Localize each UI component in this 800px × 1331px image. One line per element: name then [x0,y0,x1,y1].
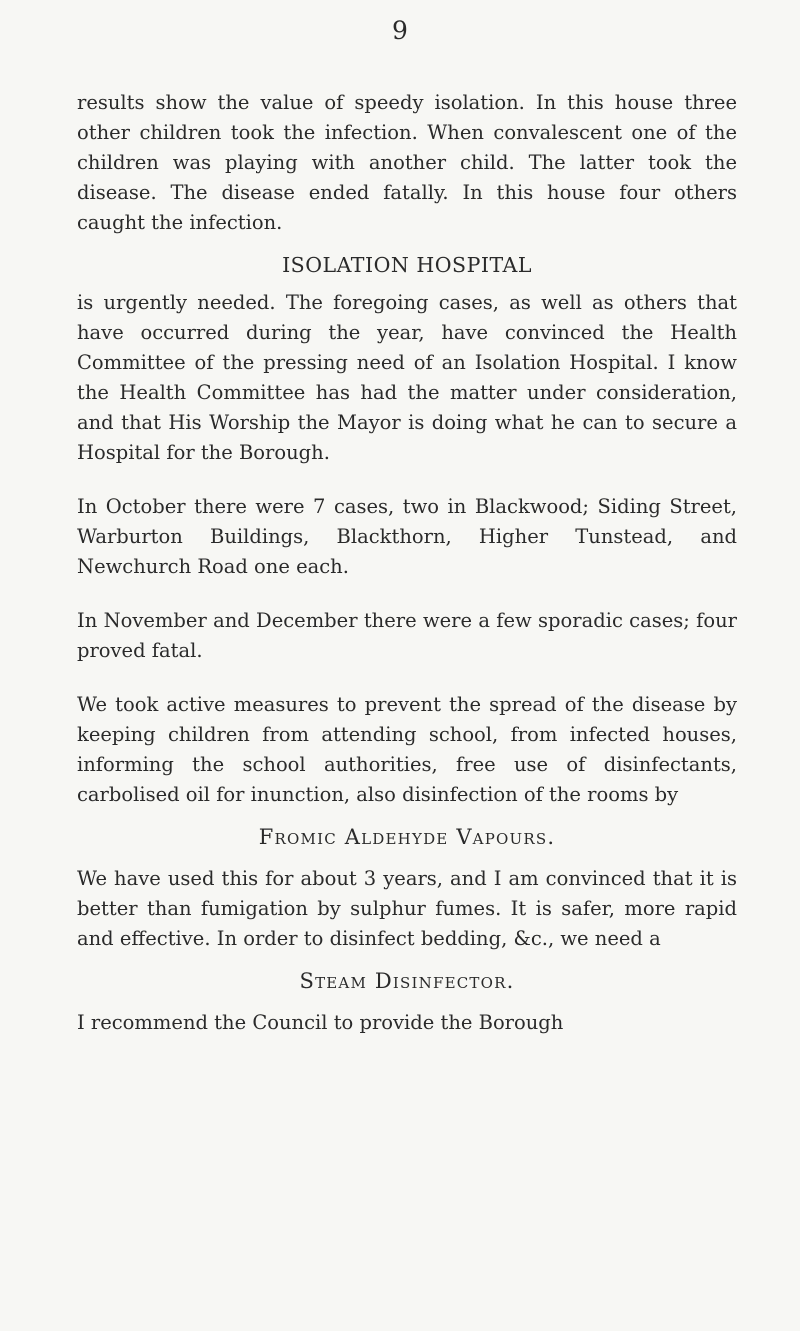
paragraph-measures: We took active measures to prevent the spread of the disease by keeping children from attending school, from infected houses, informing the school authorities, free use of disinfectants, carbolised oil for inunction, also disinfection of the rooms by [77,693,737,806]
heading-fromic-aldehyde: Fromic Aldehyde Vapours. [258,825,556,849]
heading-isolation-hospital: ISOLATION HOSPITAL [282,253,532,277]
paragraph-november-december: In November and December there were a few sporadic cases; four proved fatal. [77,609,737,662]
paragraph-october-cases: In October there were 7 cases, two in Blackwood; Siding Street, Warburton Buildings, Blackthorn, Higher Tunstead, and Newchurch Road one each. [77,495,737,578]
paragraph-isolation-results: results show the value of speedy isolation. In this house three other children took the infection. When convalescent one of the children was playing with another child. The latter took the disease. The disease ended fatally. In this house four others caught the infection. [77,91,737,234]
page-body [77,88,737,1038]
page-number: 9 [392,16,408,45]
paragraph-hospital-needed: is urgently needed. The foregoing cases, as well as others that have occurred during the year, have convinced the Health Committee of the pressing need of an Isolation Hospital. I know the Health Committee has had the matter under consideration, and that His Worship the Mayor is doing what he can to secure a Hospital for the Borough. [77,291,737,464]
paragraph-recommendation: I recommend the Council to provide the Borough [77,1011,564,1034]
paragraph-fumigation: We have used this for about 3 years, and I am convinced that it is better than fumigation by sulphur fumes. It is safer, more rapid and effective. In order to disinfect bedding, &c., we need a [77,867,737,950]
heading-steam-disinfector: Steam Disinfector. [299,969,515,993]
